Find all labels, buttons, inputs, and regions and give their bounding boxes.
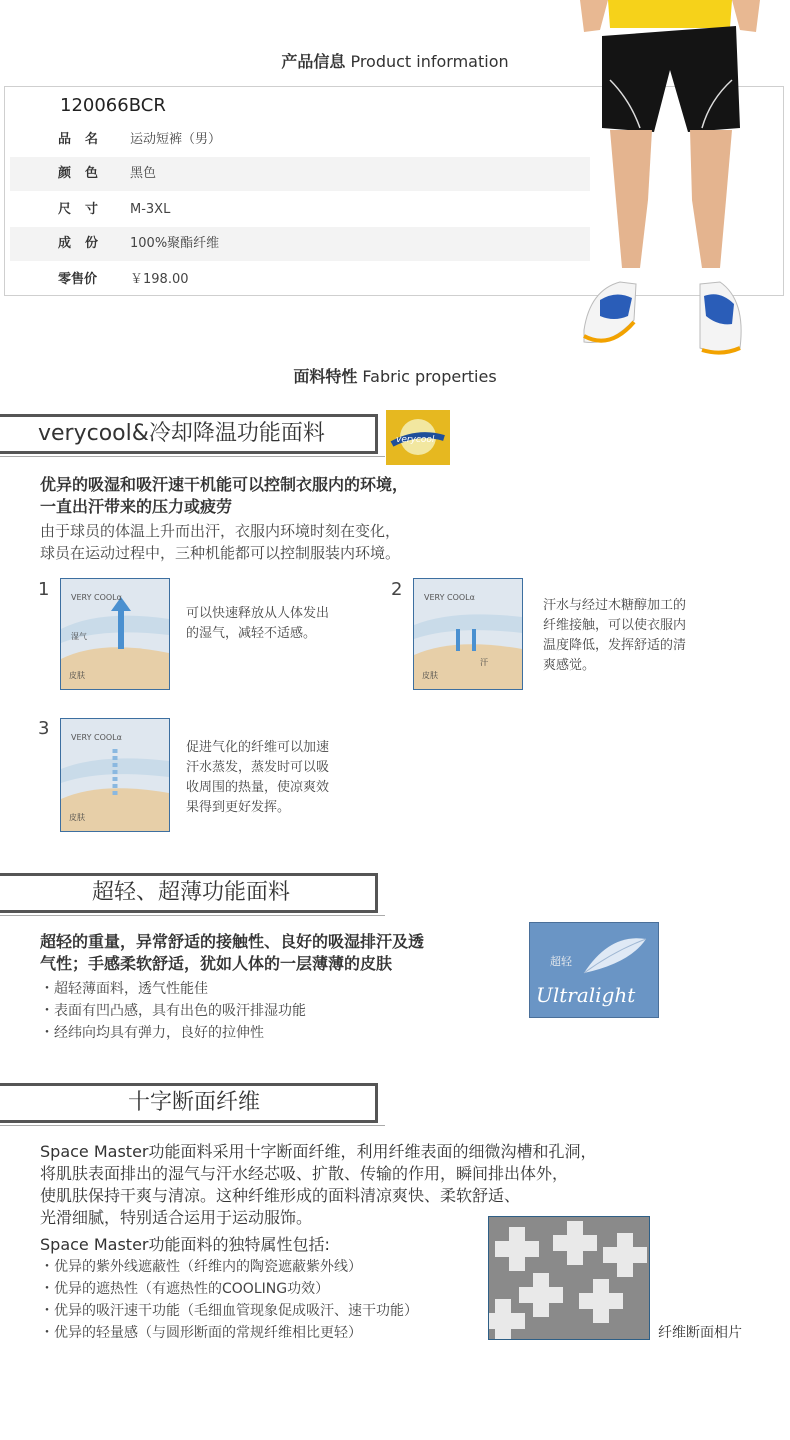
lead-line: 一直出汗带来的压力或疲劳 xyxy=(40,497,233,516)
brand-label: VERY COOLα xyxy=(71,593,122,602)
row-material xyxy=(10,227,590,261)
sweat-tag: 汗 xyxy=(480,658,488,667)
badge-en: Ultralight xyxy=(536,983,636,1007)
bullet-item: ・超轻薄面料，透气性能佳 xyxy=(40,981,208,997)
lead-line: 气性；手感柔软舒适，犹如人体的一层薄薄的皮肤 xyxy=(40,954,393,973)
item-number: 1 xyxy=(38,579,50,600)
fiber-cross-section-photo xyxy=(488,1216,650,1340)
caption-line: 收周围的热量，使凉爽效 xyxy=(186,780,330,795)
attr-title: Space Master功能面料的独特属性包括: xyxy=(40,1235,330,1254)
bullet-item: ・优异的紫外线遮蔽性（纤维内的陶瓷遮蔽紫外线） xyxy=(40,1259,362,1275)
fabric-properties-title xyxy=(0,364,790,387)
caption-line: 果得到更好发挥。 xyxy=(186,800,291,815)
row-label: 零售价 xyxy=(58,272,98,287)
row-value: ￥198.00 xyxy=(130,272,189,287)
photo-caption: 纤维断面相片 xyxy=(658,1325,742,1341)
caption-line: 爽感觉。 xyxy=(543,658,596,673)
evaporation-diagram xyxy=(60,718,170,832)
svg-text:verycool: verycool xyxy=(396,435,435,445)
skin-tag: 皮肤 xyxy=(422,671,438,680)
row-price xyxy=(10,263,590,297)
verycool-header xyxy=(0,414,378,454)
title-en: Product information xyxy=(350,52,509,71)
row-size xyxy=(10,193,590,227)
caption-line: 汗水与经过木糖醇加工的 xyxy=(543,598,687,613)
section-heading: 超轻、超薄功能面料 xyxy=(92,880,291,905)
ultralight-lead xyxy=(40,931,424,975)
row-value: 黑色 xyxy=(130,166,157,181)
section-heading: 十字断面纤维 xyxy=(128,1090,261,1115)
badge-cn: 超轻 xyxy=(550,955,572,968)
cross-fiber-header xyxy=(0,1083,378,1123)
caption-line: 的湿气，减轻不适感。 xyxy=(186,626,317,641)
caption-line: 可以快速释放从人体发出 xyxy=(186,606,330,621)
row-value: M-3XL xyxy=(130,202,171,217)
verycool-logo xyxy=(386,410,450,465)
brand-label: VERY COOLα xyxy=(71,733,122,742)
body-line: 光滑细腻，特别适合运用于运动服饰。 xyxy=(40,1208,313,1227)
caption-line: 纤维接触，可以使衣服内 xyxy=(543,618,687,633)
row-label: 品名 xyxy=(58,132,113,147)
verycool-lead xyxy=(40,474,408,518)
title-en: Fabric properties xyxy=(362,367,497,386)
cross-fiber-bullets xyxy=(40,1256,418,1344)
lead-line: 超轻的重量，异常舒适的接触性、良好的吸湿排汗及透 xyxy=(40,932,425,951)
caption-line: 汗水蒸发，蒸发时可以吸 xyxy=(186,760,330,775)
ultralight-header xyxy=(0,873,378,913)
row-value: 100%聚酯纤维 xyxy=(130,236,220,251)
body-line: 使肌肤保持干爽与清凉。这种纤维形成的面料清凉爽快、柔软舒适、 xyxy=(40,1186,521,1205)
bullet-item: ・表面有凹凸感，具有出色的吸汗排湿功能 xyxy=(40,1003,306,1019)
item-caption xyxy=(186,738,329,818)
item-number: 2 xyxy=(391,579,403,600)
model-photo xyxy=(570,0,770,360)
bullet-item: ・优异的吸汗速干功能（毛细血管现象促成吸汗、速干功能） xyxy=(40,1303,418,1319)
fiber-pattern xyxy=(489,1217,649,1339)
skin-tag: 皮肤 xyxy=(69,671,85,680)
bullet-item: ・优异的轻量感（与圆形断面的常规纤维相比更轻） xyxy=(40,1325,362,1341)
bullet-item: ・优异的遮热性（有遮热性的COOLING功效） xyxy=(40,1281,330,1297)
feather-icon xyxy=(580,933,650,977)
body-line: 球员在运动过程中，三种机能都可以控制服装内环境。 xyxy=(40,544,401,562)
skin-tag: 皮肤 xyxy=(69,813,85,822)
divider xyxy=(0,915,385,916)
row-label: 成份 xyxy=(58,236,113,251)
divider xyxy=(0,456,385,457)
item-caption xyxy=(543,596,686,676)
row-color xyxy=(10,157,590,191)
title-cn: 面料特性 xyxy=(293,367,358,386)
ultralight-badge xyxy=(529,922,659,1018)
body-line: Space Master功能面料采用十字断面纤维，利用纤维表面的细微沟槽和孔洞， xyxy=(40,1142,597,1161)
row-label: 颜色 xyxy=(58,166,113,181)
ultralight-bullets xyxy=(40,978,306,1044)
divider xyxy=(0,1125,385,1126)
title-cn: 产品信息 xyxy=(281,52,346,71)
row-label: 尺寸 xyxy=(58,202,113,217)
item-number: 3 xyxy=(38,718,50,739)
caption-line: 促进气化的纤维可以加速 xyxy=(186,740,330,755)
sweat-diagram xyxy=(413,578,523,690)
lead-line: 优异的吸湿和吸汗速干机能可以控制衣服内的环境， xyxy=(40,475,409,494)
moisture-diagram xyxy=(60,578,170,690)
caption-line: 温度降低，发挥舒适的清 xyxy=(543,638,687,653)
section-heading: verycool&冷却降温功能面料 xyxy=(38,421,325,446)
moisture-tag: 湿气 xyxy=(71,632,87,641)
sku-code: 120066BCR xyxy=(60,95,166,116)
row-name xyxy=(10,123,590,157)
row-value: 运动短裤（男） xyxy=(130,132,222,147)
body-line: 将肌肤表面排出的湿气与汗水经芯吸、扩散、传输的作用，瞬间排出体外， xyxy=(40,1164,569,1183)
bullet-item: ・经纬向均具有弹力，良好的拉伸性 xyxy=(40,1025,264,1041)
body-line: 由于球员的体温上升而出汗，衣服内环境时刻在变化， xyxy=(40,522,401,540)
brand-label: VERY COOLα xyxy=(424,593,475,602)
item-caption xyxy=(186,604,329,644)
verycool-body xyxy=(40,520,400,564)
